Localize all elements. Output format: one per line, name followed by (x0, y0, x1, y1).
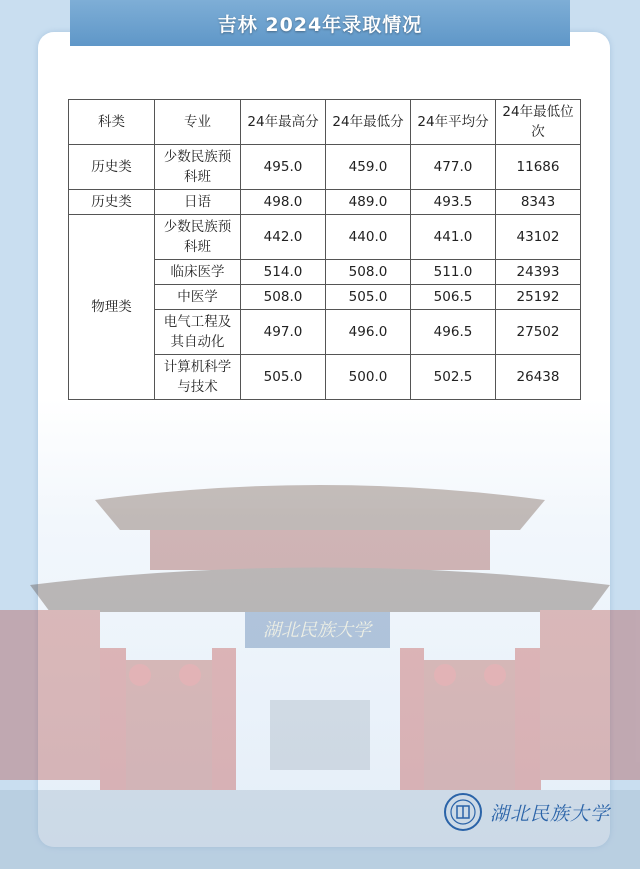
major-cell: 日语 (155, 190, 241, 215)
min-score-cell: 505.0 (326, 285, 411, 310)
min-score-cell: 440.0 (326, 215, 411, 260)
min-rank-cell: 24393 (496, 260, 581, 285)
gate-plaque-text: 湖北民族大学 (263, 620, 371, 641)
avg-score-cell: 477.0 (411, 145, 496, 190)
header-major: 专业 (155, 100, 241, 145)
major-cell: 中医学 (155, 285, 241, 310)
page-title-banner (70, 0, 570, 46)
max-score-cell: 498.0 (241, 190, 326, 215)
max-score-cell: 497.0 (241, 310, 326, 355)
min-score-cell: 459.0 (326, 145, 411, 190)
avg-score-cell: 441.0 (411, 215, 496, 260)
min-score-cell: 500.0 (326, 355, 411, 400)
table-row (69, 215, 581, 260)
max-score-cell: 508.0 (241, 285, 326, 310)
avg-score-cell: 493.5 (411, 190, 496, 215)
header-max-score: 24年最高分 (241, 100, 326, 145)
min-rank-cell: 27502 (496, 310, 581, 355)
max-score-cell: 442.0 (241, 215, 326, 260)
min-score-cell: 496.0 (326, 310, 411, 355)
min-rank-cell: 8343 (496, 190, 581, 215)
min-rank-cell: 26438 (496, 355, 581, 400)
avg-score-cell: 506.5 (411, 285, 496, 310)
header-min-rank: 24年最低位次 (496, 100, 581, 145)
max-score-cell: 514.0 (241, 260, 326, 285)
min-rank-cell: 43102 (496, 215, 581, 260)
table-header-row (69, 100, 581, 145)
category-cell: 物理类 (69, 215, 155, 400)
min-rank-cell: 11686 (496, 145, 581, 190)
avg-score-cell: 502.5 (411, 355, 496, 400)
major-cell: 计算机科学与技术 (155, 355, 241, 400)
major-cell: 电气工程及其自动化 (155, 310, 241, 355)
min-score-cell: 489.0 (326, 190, 411, 215)
admission-scores-table (68, 99, 581, 400)
major-cell: 少数民族预科班 (155, 215, 241, 260)
header-min-score: 24年最低分 (326, 100, 411, 145)
header-avg-score: 24年平均分 (411, 100, 496, 145)
major-cell: 临床医学 (155, 260, 241, 285)
avg-score-cell: 496.5 (411, 310, 496, 355)
min-rank-cell: 25192 (496, 285, 581, 310)
max-score-cell: 505.0 (241, 355, 326, 400)
category-cell: 历史类 (69, 145, 155, 190)
header-category: 科类 (69, 100, 155, 145)
table-row (69, 145, 581, 190)
min-score-cell: 508.0 (326, 260, 411, 285)
university-seal-icon (444, 793, 482, 831)
avg-score-cell: 511.0 (411, 260, 496, 285)
table-row (69, 190, 581, 215)
university-logo-text: 湖北民族大学 (490, 802, 611, 825)
category-cell: 历史类 (69, 190, 155, 215)
max-score-cell: 495.0 (241, 145, 326, 190)
major-cell: 少数民族预科班 (155, 145, 241, 190)
page-title: 吉林 2024年录取情况 (217, 13, 423, 36)
university-logo (444, 790, 614, 834)
